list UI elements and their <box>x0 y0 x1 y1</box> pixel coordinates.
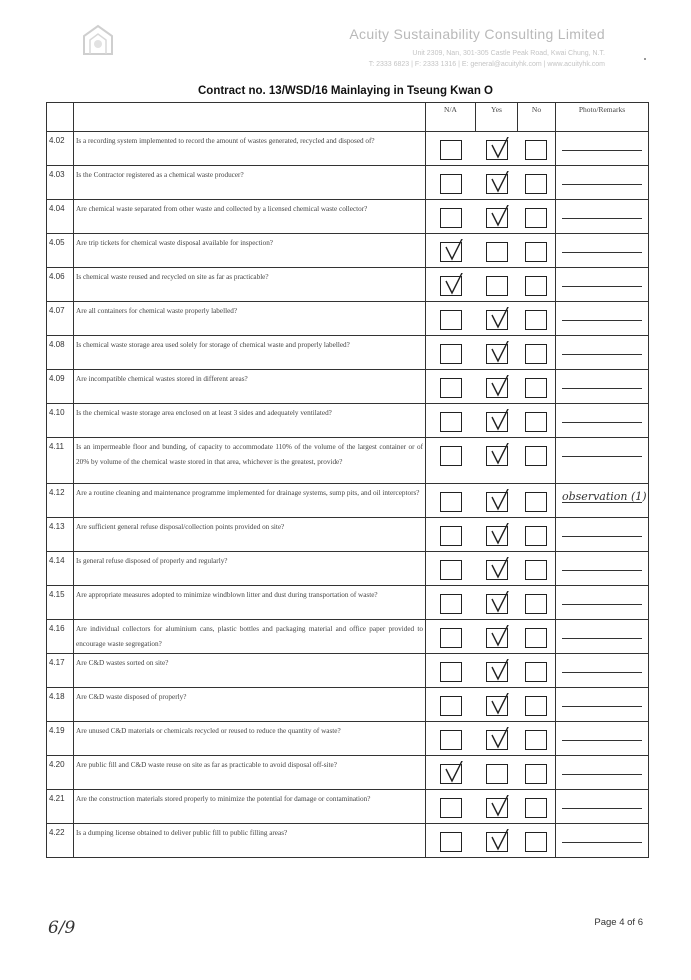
checkbox-na[interactable] <box>440 242 462 262</box>
remark-line[interactable] <box>562 638 642 639</box>
remarks-cell <box>556 132 649 166</box>
table-row <box>47 336 649 370</box>
check-mark-icon <box>489 205 511 229</box>
checklist-table <box>46 102 649 858</box>
answer-cell-na <box>426 620 476 654</box>
remarks-cell <box>556 688 649 722</box>
answer-cell-yes <box>476 370 518 404</box>
item-number: 4.22 <box>47 824 74 858</box>
item-number: 4.19 <box>47 722 74 756</box>
checkbox-na[interactable] <box>440 798 462 818</box>
header-remarks: Photo/Remarks <box>556 103 649 132</box>
item-question: Is chemical waste reused and recycled on site as far as practicable? <box>74 268 426 302</box>
table-row <box>47 552 649 586</box>
item-number: 4.04 <box>47 200 74 234</box>
remark-line[interactable] <box>562 252 642 253</box>
item-number: 4.14 <box>47 552 74 586</box>
remarks-cell <box>556 654 649 688</box>
remarks-cell <box>556 268 649 302</box>
remarks-cell <box>556 552 649 586</box>
checkbox-yes[interactable] <box>486 662 508 682</box>
table-row <box>47 370 649 404</box>
checkbox-na[interactable] <box>440 492 462 512</box>
remark-line[interactable] <box>562 774 642 775</box>
remark-line[interactable] <box>562 672 642 673</box>
checkbox-yes[interactable] <box>486 730 508 750</box>
remark-line[interactable] <box>562 570 642 571</box>
checkbox-no[interactable] <box>525 492 547 512</box>
check-mark-icon <box>443 273 465 297</box>
checkbox-na[interactable] <box>440 560 462 580</box>
remarks-cell <box>556 484 649 518</box>
item-question: Are individual collectors for aluminium cans, plastic bottles and packaging material and office paper provided to encourage waste segregation? <box>74 620 426 654</box>
checkbox-na[interactable] <box>440 174 462 194</box>
checkbox-na[interactable] <box>440 378 462 398</box>
checkbox-na[interactable] <box>440 526 462 546</box>
checkbox-yes[interactable] <box>486 594 508 614</box>
answer-cell-no <box>518 688 556 722</box>
checkbox-yes[interactable] <box>486 764 508 784</box>
remarks-cell <box>556 166 649 200</box>
table-row <box>47 484 649 518</box>
remark-line[interactable] <box>562 536 642 537</box>
answer-cell-yes <box>476 518 518 552</box>
remarks-cell <box>556 620 649 654</box>
checkbox-yes[interactable] <box>486 344 508 364</box>
answer-cell-na <box>426 370 476 404</box>
page-number: Page 4 of 6 <box>594 917 643 928</box>
item-number: 4.20 <box>47 756 74 790</box>
header-yes: Yes <box>476 103 518 132</box>
item-number: 4.16 <box>47 620 74 654</box>
answer-cell-yes <box>476 302 518 336</box>
item-number: 4.06 <box>47 268 74 302</box>
answer-cell-no <box>518 370 556 404</box>
item-number: 4.07 <box>47 302 74 336</box>
table-row <box>47 654 649 688</box>
checkbox-yes[interactable] <box>486 492 508 512</box>
table-row <box>47 268 649 302</box>
remarks-cell <box>556 824 649 858</box>
table-row <box>47 302 649 336</box>
answer-cell-no <box>518 654 556 688</box>
answer-cell-na <box>426 438 476 484</box>
check-mark-icon <box>489 659 511 683</box>
remark-line[interactable] <box>562 388 642 389</box>
address-line-1: Unit 2309, Nan, 301-305 Castle Peak Road, Kwai Chung, N.T. <box>412 50 605 57</box>
answer-cell-yes <box>476 552 518 586</box>
item-question: Are chemical waste separated from other waste and collected by a licensed chemical waste collector? <box>74 200 426 234</box>
checkbox-na[interactable] <box>440 662 462 682</box>
remarks-cell <box>556 302 649 336</box>
checkbox-na[interactable] <box>440 140 462 160</box>
checkbox-yes[interactable] <box>486 208 508 228</box>
answer-cell-yes <box>476 790 518 824</box>
item-question: Are sufficient general refuse disposal/collection points provided on site? <box>74 518 426 552</box>
remark-text: observation (1) <box>562 490 647 503</box>
table-header-row <box>47 103 649 132</box>
checkbox-na[interactable] <box>440 628 462 648</box>
check-mark-icon <box>489 307 511 331</box>
answer-cell-na <box>426 302 476 336</box>
remark-line[interactable] <box>562 150 642 151</box>
table-row <box>47 404 649 438</box>
item-number: 4.11 <box>47 438 74 484</box>
checkbox-no[interactable] <box>525 526 547 546</box>
item-number: 4.15 <box>47 586 74 620</box>
item-question: Is chemical waste storage area used solely for storage of chemical waste and properly labelled? <box>74 336 426 370</box>
answer-cell-no <box>518 166 556 200</box>
answer-cell-na <box>426 790 476 824</box>
answer-cell-no <box>518 552 556 586</box>
item-question: Are all containers for chemical waste properly labelled? <box>74 302 426 336</box>
checkbox-no[interactable] <box>525 832 547 852</box>
item-number: 4.03 <box>47 166 74 200</box>
table-row <box>47 824 649 858</box>
remark-line[interactable] <box>562 808 642 809</box>
answer-cell-na <box>426 688 476 722</box>
answer-cell-no <box>518 620 556 654</box>
answer-cell-no <box>518 722 556 756</box>
answer-cell-no <box>518 484 556 518</box>
item-question: Is general refuse disposed of properly and regularly? <box>74 552 426 586</box>
remarks-cell <box>556 404 649 438</box>
answer-cell-no <box>518 336 556 370</box>
header-question <box>74 103 426 132</box>
answer-cell-yes <box>476 484 518 518</box>
item-question: Are appropriate measures adopted to minimize windblown litter and dust during transportation of waste? <box>74 586 426 620</box>
answer-cell-no <box>518 268 556 302</box>
answer-cell-no <box>518 132 556 166</box>
remarks-cell <box>556 722 649 756</box>
answer-cell-na <box>426 404 476 438</box>
checkbox-yes[interactable] <box>486 628 508 648</box>
answer-cell-na <box>426 166 476 200</box>
remarks-cell <box>556 370 649 404</box>
answer-cell-yes <box>476 586 518 620</box>
header-number <box>47 103 74 132</box>
answer-cell-na <box>426 824 476 858</box>
answer-cell-yes <box>476 132 518 166</box>
checkbox-na[interactable] <box>440 446 462 466</box>
table-row <box>47 620 649 654</box>
checkbox-yes[interactable] <box>486 242 508 262</box>
checkbox-no[interactable] <box>525 696 547 716</box>
check-mark-icon <box>489 693 511 717</box>
checkbox-no[interactable] <box>525 208 547 228</box>
check-mark-icon <box>489 489 511 513</box>
item-question: Are a routine cleaning and maintenance programme implemented for drainage systems, sump pits, and oil interceptors? <box>74 484 426 518</box>
answer-cell-yes <box>476 824 518 858</box>
answer-cell-yes <box>476 166 518 200</box>
answer-cell-na <box>426 654 476 688</box>
checkbox-yes[interactable] <box>486 276 508 296</box>
company-address <box>369 48 605 70</box>
checkbox-na[interactable] <box>440 764 462 784</box>
item-number: 4.09 <box>47 370 74 404</box>
checkbox-yes[interactable] <box>486 560 508 580</box>
header-na: N/A <box>426 103 476 132</box>
table-row <box>47 586 649 620</box>
item-question: Are C&D wastes sorted on site? <box>74 654 426 688</box>
table-row <box>47 438 649 484</box>
answer-cell-yes <box>476 756 518 790</box>
table-row <box>47 166 649 200</box>
answer-cell-no <box>518 200 556 234</box>
remark-line[interactable] <box>562 422 642 423</box>
page-title: Contract no. 13/WSD/16 Mainlaying in Tseung Kwan O <box>198 85 493 97</box>
answer-cell-yes <box>476 722 518 756</box>
remarks-cell <box>556 586 649 620</box>
item-question: Is the chemical waste storage area enclosed on at least 3 sides and adequately ventilated? <box>74 404 426 438</box>
check-mark-icon <box>489 591 511 615</box>
checkbox-no[interactable] <box>525 140 547 160</box>
answer-cell-yes <box>476 336 518 370</box>
item-number: 4.10 <box>47 404 74 438</box>
answer-cell-na <box>426 336 476 370</box>
checkbox-na[interactable] <box>440 696 462 716</box>
remark-line[interactable] <box>562 354 642 355</box>
check-mark-icon <box>489 171 511 195</box>
checkbox-na[interactable] <box>440 344 462 364</box>
item-question: Is the Contractor registered as a chemical waste producer? <box>74 166 426 200</box>
answer-cell-na <box>426 552 476 586</box>
answer-cell-no <box>518 404 556 438</box>
answer-cell-yes <box>476 404 518 438</box>
answer-cell-na <box>426 518 476 552</box>
check-mark-icon <box>489 523 511 547</box>
answer-cell-no <box>518 586 556 620</box>
item-number: 4.18 <box>47 688 74 722</box>
remarks-cell <box>556 336 649 370</box>
checkbox-na[interactable] <box>440 276 462 296</box>
answer-cell-yes <box>476 268 518 302</box>
decorative-dot <box>644 58 646 60</box>
answer-cell-na <box>426 484 476 518</box>
answer-cell-yes <box>476 654 518 688</box>
answer-cell-na <box>426 722 476 756</box>
table-row <box>47 790 649 824</box>
check-mark-icon <box>443 761 465 785</box>
remarks-cell <box>556 790 649 824</box>
checkbox-yes[interactable] <box>486 446 508 466</box>
checkbox-na[interactable] <box>440 594 462 614</box>
checkbox-yes[interactable] <box>486 412 508 432</box>
answer-cell-yes <box>476 200 518 234</box>
check-mark-icon <box>489 341 511 365</box>
remarks-cell <box>556 200 649 234</box>
checkbox-no[interactable] <box>525 344 547 364</box>
answer-cell-na <box>426 200 476 234</box>
check-mark-icon <box>489 409 511 433</box>
check-mark-icon <box>443 239 465 263</box>
item-number: 4.02 <box>47 132 74 166</box>
checkbox-yes[interactable] <box>486 798 508 818</box>
item-number: 4.05 <box>47 234 74 268</box>
remark-line[interactable] <box>562 842 642 843</box>
remark-line[interactable] <box>562 604 642 605</box>
answer-cell-na <box>426 132 476 166</box>
checkbox-yes[interactable] <box>486 696 508 716</box>
answer-cell-no <box>518 302 556 336</box>
remark-line[interactable] <box>562 320 642 321</box>
checkbox-na[interactable] <box>440 730 462 750</box>
checkbox-no[interactable] <box>525 662 547 682</box>
checkbox-yes[interactable] <box>486 174 508 194</box>
item-question: Is a recording system implemented to record the amount of wastes generated, recycled and disposed of? <box>74 132 426 166</box>
check-mark-icon <box>489 625 511 649</box>
remarks-cell <box>556 756 649 790</box>
signature: 6/9 <box>48 918 76 938</box>
remark-line[interactable] <box>562 706 642 707</box>
table-row <box>47 722 649 756</box>
checkbox-no[interactable] <box>525 174 547 194</box>
item-number: 4.13 <box>47 518 74 552</box>
checkbox-yes[interactable] <box>486 832 508 852</box>
address-line-2: T: 2333 6823 | F: 2333 1316 | E: general@acuityhk.com | www.acuityhk.com <box>368 61 605 68</box>
check-mark-icon <box>489 557 511 581</box>
checkbox-na[interactable] <box>440 208 462 228</box>
answer-cell-yes <box>476 688 518 722</box>
item-question: Are trip tickets for chemical waste disposal available for inspection? <box>74 234 426 268</box>
answer-cell-no <box>518 234 556 268</box>
item-question: Are incompatible chemical wastes stored in different areas? <box>74 370 426 404</box>
checkbox-no[interactable] <box>525 764 547 784</box>
answer-cell-na <box>426 756 476 790</box>
checkbox-yes[interactable] <box>486 526 508 546</box>
check-mark-icon <box>489 375 511 399</box>
table-row <box>47 688 649 722</box>
checkbox-no[interactable] <box>525 594 547 614</box>
table-row <box>47 234 649 268</box>
table-row <box>47 756 649 790</box>
item-question: Are public fill and C&D waste reuse on site as far as practicable to avoid disposal off-site? <box>74 756 426 790</box>
answer-cell-na <box>426 268 476 302</box>
item-question: Are the construction materials stored properly to minimize the potential for damage or contamination? <box>74 790 426 824</box>
checkbox-no[interactable] <box>525 310 547 330</box>
answer-cell-no <box>518 756 556 790</box>
item-question: Is a dumping license obtained to deliver public fill to public filling areas? <box>74 824 426 858</box>
checkbox-no[interactable] <box>525 276 547 296</box>
remarks-cell <box>556 518 649 552</box>
table-row <box>47 518 649 552</box>
checkbox-no[interactable] <box>525 242 547 262</box>
answer-cell-yes <box>476 438 518 484</box>
checkbox-na[interactable] <box>440 310 462 330</box>
check-mark-icon <box>489 137 511 161</box>
checkbox-na[interactable] <box>440 832 462 852</box>
checkbox-no[interactable] <box>525 798 547 818</box>
item-number: 4.08 <box>47 336 74 370</box>
answer-cell-no <box>518 438 556 484</box>
remark-line[interactable] <box>562 286 642 287</box>
table-row <box>47 132 649 166</box>
checkbox-no[interactable] <box>525 446 547 466</box>
checkbox-yes[interactable] <box>486 140 508 160</box>
item-number: 4.17 <box>47 654 74 688</box>
company-logo <box>78 20 118 60</box>
check-mark-icon <box>489 727 511 751</box>
check-mark-icon <box>489 795 511 819</box>
answer-cell-no <box>518 824 556 858</box>
remark-line[interactable] <box>562 218 642 219</box>
checkbox-yes[interactable] <box>486 378 508 398</box>
remark-line[interactable] <box>562 456 642 457</box>
remark-line[interactable] <box>562 184 642 185</box>
item-question: Are C&D waste disposed of properly? <box>74 688 426 722</box>
checkbox-no[interactable] <box>525 730 547 750</box>
answer-cell-na <box>426 234 476 268</box>
answer-cell-na <box>426 586 476 620</box>
answer-cell-yes <box>476 620 518 654</box>
check-mark-icon <box>489 443 511 467</box>
item-question: Is an impermeable floor and bunding, of capacity to accommodate 110% of the volume of the largest container or of 20% by volume of the chemical waste stored in that area, whichever is the greatest, provide? <box>74 438 426 484</box>
checkbox-no[interactable] <box>525 412 547 432</box>
checkbox-no[interactable] <box>525 560 547 580</box>
item-number: 4.12 <box>47 484 74 518</box>
item-question: Are unused C&D materials or chemicals recycled or reused to reduce the quantity of waste? <box>74 722 426 756</box>
company-name: Acuity Sustainability Consulting Limited <box>349 26 605 42</box>
table-row <box>47 200 649 234</box>
answer-cell-no <box>518 518 556 552</box>
answer-cell-yes <box>476 234 518 268</box>
item-number: 4.21 <box>47 790 74 824</box>
checkbox-no[interactable] <box>525 378 547 398</box>
remark-line[interactable] <box>562 740 642 741</box>
remarks-cell <box>556 438 649 484</box>
answer-cell-no <box>518 790 556 824</box>
checkbox-no[interactable] <box>525 628 547 648</box>
remarks-cell <box>556 234 649 268</box>
checkbox-na[interactable] <box>440 412 462 432</box>
check-mark-icon <box>489 829 511 853</box>
checkbox-yes[interactable] <box>486 310 508 330</box>
header-no: No <box>518 103 556 132</box>
